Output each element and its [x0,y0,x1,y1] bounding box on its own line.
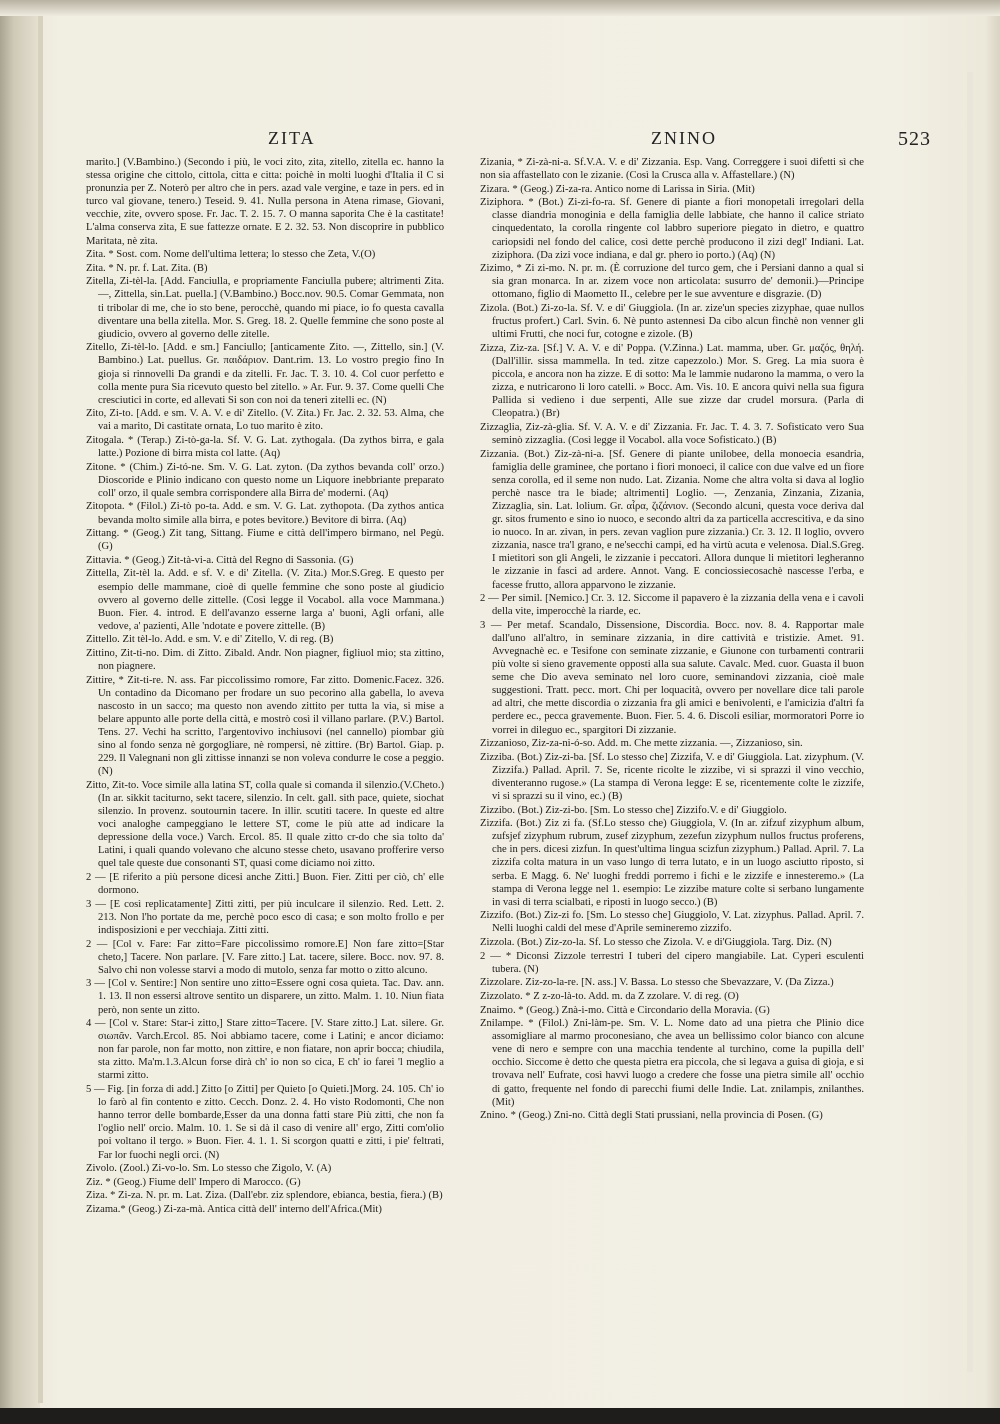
dictionary-entry: 3 — [E così replicatamente] Zitti zitti, per più inculcare il silenzio. Red. Lett. 2. 213. Non l'ho portate da me, perchè poco esco di casa; e son molto frollo e per indisposizioni e per vecchiaja. Zitti zitti. [86,898,444,936]
dictionary-entry: Zizzolare. Ziz-zo-la-re. [N. ass.] V. Bassa. Lo stesso che Sbevazzare, V. (Da Zizza.) [480,977,834,989]
dictionary-entry: Ziz. * (Geog.) Fiume dell' Impero di Marocco. (G) [86,1176,301,1188]
dictionary-entry: Zizza, Ziz-za. [Sf.] V. A. V. e di' Poppa. (V.Zinna.) Lat. mamma, uber. Gr. μαζός, θηλή. (Dall'illir. sissa mammella. In ted. zitze capezzolo.) Mor. S. Greg. La mia suora è piccola, e ancora non ha zizze. E di sotto: Ma le lammie nudarono la mamma, o vero la zizza, e nutricarono li loro catelli. » Bocc. Am. Vis. 10. E ancora quivi nella sua figura Pallida si vedieno i due serpenti, Alle sue zizze dar crudel morsura. (Parla di Cleopatra.) (Br) [480,342,864,420]
dictionary-entry: 3 — Per metaf. Scandalo, Dissensione, Discordia. Bocc. nov. 8. 4. Rapportar male dall'uno all'altro, in seminare zizzania, in dire cattività e tristizie. Amet. 91. Avvegnachè ec. e Tesifone con seminate zizzanie, e Giunone con turbamenti contrarii più volte si sieno gravemente opposti alla sua salute. Cavalc. Med. cuor. Guasta il buon seme che Dio aveva seminato nel loro cuore, seminandovi zizzania, cioè male suggestioni. Tratt. pecc. mort. Chi per loquacità, ovvero per novellare dice tali parole ad altri, che mette discordia o zizzania fra gli amici e benivolenti, e l'amicizia d'altri fa perdere ec., pecca gravemente. Buon. Fier. 5. 4. 6. Discoli esiliar, mormoratori Porre io vorrei in dileguo ec., spargitori Di zizzanie. [480,619,864,736]
dictionary-entry: 2 — [E riferito a più persone dicesi anche Zitti.] Buon. Fier. Zitti per ciò, ch' elle dormono. [86,872,444,897]
dictionary-entry: Zito, Zi-to. [Add. e sm. V. A. V. e di' Zitello. (V. Zita.) Fr. Jac. 2. 32. 53. Alma, che vai a marito, Di castitate ornata, Lo tuo marito è zito. [86,408,444,433]
top-edge-shadow [0,0,1000,16]
dictionary-entry: marito.] (V.Bambino.) (Secondo i più, le voci zito, zita, zitello, zitella ec. hanno la stessa origine che cittolo, cittola, citta e citta: poichè in molti luoghi d'Italia il C si pronunzia per Z. Noterò per altro che in pers. azad vale vergine, e taze in pers. ed in turco val giovane, tenero.) Teseid. 9. 41. Nulla persona in Atena rimase, Giovani, vecchie, zite, ovvero spose. Fr. Jac. T. 2. 15. 7. O manna saporita Che è la castitate! L'alma conserva zita, E sue fattezze ornate. E 2. 32. 53. Non discoprire in pubblico Maritata, nè zita. [86,157,444,247]
dictionary-entry: Zizzolato. * Z z-zo-là-to. Add. m. da Z zzolare. V. di reg. (O) [480,990,739,1002]
dictionary-entry: Zittino, Zit-ti-no. Dim. di Zitto. Zibald. Andr. Non piagner, figliuol mio; sta zittino, non piagnere. [86,647,444,673]
dictionary-entry: Zittella, Zit-tèl la. Add. e sf. V. e di' Zitella. (V. Zita.) Mor.S.Greg. E questo per esempio delle mammane, cioè di quelle femmine che sono poste al giudicio ovvero al governo delle zittelle. (Così legge il Vocabol. alla voce Mammana.) Buon. Fier. 4. introd. E dell'avanzo esserne larga a' buoni, Agli orfani, alle vedove, a' pazienti, Alle 'ndotate e povere zittelle. (B) [86,568,444,632]
dictionary-entry: Znaimo. * (Geog.) Znà-i-mo. Città e Circondario della Moravia. (G) [480,1004,770,1016]
dictionary-entry: Zita. * Sost. com. Nome dell'ultima lettera; lo stesso che Zeta, V.(O) [86,249,376,261]
dictionary-entry: Zizola. (Bot.) Zi-zo-la. Sf. V. e di' Giuggiola. (In ar. zize'un species zizyphae, quae nullos fructus profert.) Carl. Svin. 6. Nè punto astennesi Da cibo alcun finchè non venner gli ultimi Frutti, che noci fur, cotogne e zizole. (B) [480,303,864,341]
page-edge [967,72,973,1372]
dictionary-entry: Zitella, Zi-tèl-la. [Add. Fanciulla, e propriamente Fanciulla pubere; altrimenti Zita.—, Zittella, sin.Lat. puella.] (V.Bambino.) Bocc.nov. 90.5. Comar Gemmata, non ti tribolar di me, che io sto bene, perocchè, quando mi piace, io fo questa cavalla diventare una bella zitella. Mor. S. Greg. 18. 2. Quelle femmine che sono poste al giudicio, ovvero al governo delle zitelle. [86,276,444,340]
dictionary-entry: Znino. * (Geog.) Zni-no. Città degli Stati prussiani, nella provincia di Posen. (G) [480,1110,823,1122]
dictionary-entry: 2 — * Diconsi Zizzole terrestri I tuberi del cipero mangiabile. Lat. Cyperi esculenti tubera. (N) [480,950,864,975]
dictionary-entry: Zittello. Zit tèl-lo. Add. e sm. V. e di' Zitello, V. di reg. (B) [86,634,334,646]
dictionary-entry: 4 — [Col v. Stare: Star-i zitto,] Stare zitto=Tacere. [V. Stare zitto.] Lat. silere. Gr. σιωπᾶν. Varch.Ercol. 85. Noi abbiamo tacere, come i Latini; e ancor diciamo: non far parole, non far motto, non zittire, e non fiatare, non aprir bocca; chiudila, sta zitto. Ma'm.1.3.Alcun forse dirà ch' io non so cica, E ch' io farei 'l meglio a starmi zitto. [86,1018,444,1082]
dictionary-entry: Zizzanioso, Ziz-za-ni-ó-so. Add. m. Che mette zizzania. —, Zizzanioso, sin. [480,738,803,750]
dictionary-entry: Zizzibo. (Bot.) Ziz-zi-bo. [Sm. Lo stesso che] Zizzifo.V. e di' Giuggiolo. [480,804,787,816]
dictionary-entry: Zizimo, * Zi zi-mo. N. pr. m. (È corruzione del turco gem, che i Persiani danno a qual si sia gran monarca. In ar. zizem voce non articolata: susurro de' demonii.)—Principe ottomano, figlio di Maometto II., celebre per le sue avventure e disgrazie. (D) [480,263,864,301]
page-binding [0,0,40,1424]
dictionary-entry: Zita. * N. pr. f. Lat. Zita. (B) [86,262,208,274]
dictionary-entry: Zizzifa. (Bot.) Ziz zi fa. (Sf.Lo stesso che) Giuggiola, V. (In ar. zifzuf zizyphum album, zufsjef zizyphum rubrum, zusef zizyphum, zezefun zizyphum nullos fructus proferens, che in pers. dicesi zizfun. In quest'ultima lingua scizfun zizyphum.) Pallad. April. 7. La zizzifa colta matura in un vaso lungo di terra lutato, e in un luogo asciutto riposto, si serba. E Magg. 6. Ne' luoghi freddi porremo i fichi e le zizzife e innesteremo.» (La stampa di Verona legge nel 1. esempio: Le zizzibe mature colte si serbano lungamente in vasi di terra scialbati, e riposti in luogo secco.) (B) [480,818,864,908]
dictionary-entry: 3 — [Col v. Sentire:] Non sentire uno zitto=Essere ogni cosa quieta. Tac. Dav. ann. 1. 13. Il non essersi altrove sentito un disparere, un zitto. Malm. 1. 10. Niun fiata però, non sente un zitto. [86,978,444,1016]
page-number: 523 [898,128,931,150]
dictionary-entry: Zitopota. * (Filol.) Zi-tò po-ta. Add. e sm. V. G. Lat. zythopota. (Da zythos antica bevanda molto simile alla birra, e potes bevitore.) Bevitore di birra. (Aq) [86,501,444,526]
dictionary-entry: Zittavia. * (Geog.) Zit-tà-vi-a. Città del Regno di Sassonia. (G) [86,554,354,566]
dictionary-entry: Zizzaglia, Ziz-zà-glia. Sf. V. A. V. e di' Zizzania. Fr. Jac. T. 4. 3. 7. Sofisticato vero Sua seminò zizzaglia. (Così legge il Vocabol. alla voce Sofisticato.) (B) [480,421,864,446]
header-right-guideword: ZNINO [651,128,717,148]
dictionary-entry: 5 — Fig. [in forza di add.] Zitto [o Zitti] per Quieto [o Quieti.]Morg. 24. 105. Ch' io lo farò al fin contento e zitto. Cecch. Donz. 2. 4. Ho visto Rodomonti, Che non hanno terror delle bombarde,Esser da una donna fatti stare Più zitti, che non fa l'oglio nell' orcio. Malm. 10. 1. Se si dà il caso di venire all' ergo, Zitti com'olio poi voltano il tergo. » Buon. Fier. 4. 1. 1. Si scorgon quatti e zitti, i pie' feltrati, Far lor fuochi negli orci. (N) [86,1084,444,1161]
dictionary-entry: Zittang. * (Geog.) Zit tang, Sittang. Fiume e città dell'impero birmano, nel Pegù. (G) [86,528,444,553]
dictionary-entry: 2 — Per simil. [Nemico.] Cr. 3. 12. Siccome il papavero è la zizzania della vena e i cavoli della vite, imperocchè la riarde, ec. [480,593,864,618]
dictionary-entry: Zizzola. (Bot.) Ziz-zo-la. Sf. Lo stesso che Zizola. V. e di'Giuggiola. Targ. Diz. (N) [480,937,832,949]
dictionary-entry: Zizara. * (Geog.) Zi-za-ra. Antico nome di Larissa in Siria. (Mit) [480,183,755,195]
dictionary-entry: Zizama.* (Geog.) Zi-za-mà. Antica città dell' interno dell'Africa.(Mit) [86,1203,382,1215]
page-fold [38,8,43,1403]
dictionary-entry: Zizania, * Zi-zà-ni-a. Sf.V.A. V. e di' Zizzania. Esp. Vang. Correggere i suoi difetti sì che non sia affastellato con le zizanie. (Così la Crusca alla v. Affastellare.) (N) [480,157,864,182]
dictionary-entry: Zizzifo. (Bot.) Ziz-zi fo. [Sm. Lo stesso che] Giuggiolo, V. Lat. zizyphus. Pallad. April. 7. Nelli luoghi caldi del mese d'Aprile semineremo zizzifo. [480,910,864,935]
header-left-guideword: ZITA [268,128,316,148]
dictionary-entry: Znilampe. * (Filol.) Zni-làm-pe. Sm. V. L. Nome dato ad una pietra che Plinio dice assomigliare al marmo proconesiano, che avea un bellissimo color bianco con alcune vene di nero e sempre con una macchia tendente al turchino, come la pupilla dell' occhio. Siccome è detto che questa pietra era piccola, che si legava a guisa di gioja, e si trovava nell' Eufrate, così havvi luogo a credere che fosse una pietra simile all' occhio di gatto, frequente nel fondo di parecchi fiumi delle Indie. Lat. znilampis, znilanthes. (Mit) [480,1018,864,1108]
right-column [480,156,864,1123]
left-column [86,156,444,1217]
dictionary-entry: Zitto, Zit-to. Voce simile alla latina ST, colla quale si comanda il silenzio.(V.Cheto.) (In ar. sikkit taciturno, sekt tacere, silenzio. In celt. gall. sith pace, quiete, siochat silenzio. In provenz. soutournin tacere. In illir. scutiti tacere. In queste ed altre voci analoghe campeggiano le lettere ST, come le più atte ad indicare la depressione della voce.) Varch. Ercol. 85. Il quale zitto cr-do che sia tolto da' Latini, i quali quando volevano che alcuno stesse cheto, usavano profferire verso quel tale queste due consonanti ST, quasi come diciamo noi zitto. [86,779,444,870]
dictionary-entry: Zitone. * (Chim.) Zi-tó-ne. Sm. V. G. Lat. zyton. (Da zythos bevanda coll' orzo.) Dioscoride e Plinio indicano con questo nome un Liquore inebbriante preparato coll' orzo, il quale sembra corrispondere alla Birra de' moderni. (Aq) [86,461,444,499]
dictionary-entry: 2 — [Col v. Fare: Far zitto=Fare piccolissimo romore.E] Non fare zitto=[Star cheto,] Tacere. Non parlare. [V. Fare zitto.] Lat. tacere, silere. Bocc. nov. 97. 8. Salvo chi non volesse starvi a modo di mutolo, senza far motto o zitto alcuno. [86,938,444,976]
dictionary-entry: Ziza. * Zi-za. N. pr. m. Lat. Ziza. (Dall'ebr. ziz splendore, ebianca, bestia, fiera.) (B) [86,1190,443,1202]
dictionary-entry: Zizziba. (Bot.) Ziz-zi-ba. [Sf. Lo stesso che] Zizzifa, V. e di' Giuggiola. Lat. zizyphum. (V. Zizzifa.) Pallad. April. 7. Se, ricente ricolte le zizzibe, vi si sprazzi il vino vecchio, diventeranno rugose.» (La stampa di Verona legge: E se, ricentemente colte le zizzife, vi si sprazzi su il vino, ec.) (B) [480,751,864,802]
dictionary-entry: Zitogala. * (Terap.) Zi-tò-ga-la. Sf. V. G. Lat. zythogala. (Da zythos birra, e gala latte.) Pozione di birra mista col latte. (Aq) [86,434,444,460]
dictionary-entry: Zivolo. (Zool.) Zi-vo-lo. Sm. Lo stesso che Zigolo, V. (A) [86,1163,332,1175]
dictionary-entry: Zittire, * Zit-ti-re. N. ass. Far piccolissimo romore, Far zitto. Domenic.Facez. 326. Un contadino da Dicomano per frodare un suo pecorino alla gabella, lo aveva nascosto in un sacco; ma questo non avendo zittito per tutta la via, si mise a belare appunto alle porte della città, e mostrò così il villano parlare. (P.V.) Bartol. Tens. 27. Vechi ha scritto, l'argentovivo inchiusovi (nel cannello) piombar giù sino al fondo senza nè gorgogliare, nè rompersi, nè zittire. (Br) Bartol. Giap. p. 229. Il Valegnani non gli zittisse innanzi se non voleva condurre le cose a peggio. (N) [86,674,444,778]
scan-footer [0,1408,1000,1424]
dictionary-entry: Ziziphora. * (Bot.) Zi-zi-fo-ra. Sf. Genere di piante a fiori monopetali irregolari della classe diandria monoginia e della famiglia delle labbiate, che hanno il calice striato cinquedentato, la corolla ringente col labbro superiore piegato in dietro, e quattro cariopsidi nel fondo del calice, così dette perchè producono il zizi degl' Indiani. Lat. ziziphora. (Da zizi voce indiana, e dal gr. phero io porto.) (Aq) (N) [480,197,864,261]
dictionary-entry: Zizzania. (Bot.) Ziz-zà-ni-a. [Sf. Genere di piante unilobee, della monoecia esandria, famiglia delle graminee, che portano i fiori monoeci, il calice con due valve ed un fiore senza corolla, ed il seme non nudo. Lat. Zizania. Nome che altra volta si dava al loglio perchè nasce tra le biade; altrimenti] Loglio. —, Zenzania, Zinzania, Zizania, Zizzaglia, sin. Lat. lolium. Gr. αἶρα, ζιζάνιον. (Secondo alcuni, questa voce deriva dal gr. sitos frumento e sino io nuoco, e secondo altri da za particella accrescitiva, e da sino io nuoco. In ar. zivan, in pers. zevan vaglion pure zizzania.) Cr. 3. 12. Il loglio, ovvero zizzania, nasce tra'l grano, e ne'secchi campi, ed ha virtù acuta e velenosa. Dial.S.Greg. I mietitori son gli Angeli, le zizzanie i peccatori. Allora dunque li mietitori legheranno le zizzanie in fasci ad ardere. Annot. Vang. E conciossiecosachè nascesse l'erba, e facesse frutto, allora apparvono le zizzanie. [480,448,864,591]
dictionary-entry: Zitello, Zi-tèl-lo. [Add. e sm.] Fanciullo; [anticamente Zito. —, Zittello, sin.] (V. Bambino.) Lat. puellus. Gr. παιδάριον. Dant.rim. 13. Lo vostro pregio fino In gioja si rinnovelli Da grandi e da zitelli. Fr. Jac. T. 3. 10. 4. Col cuor perfetto e colla mente pura Sia ricevuto questo bel zitello. » Ar. Fur. 9. 37. Come quelli Che cresciutici in corte, ed allevati Si son con noi da teneri zitelli ec. (N) [86,342,444,406]
